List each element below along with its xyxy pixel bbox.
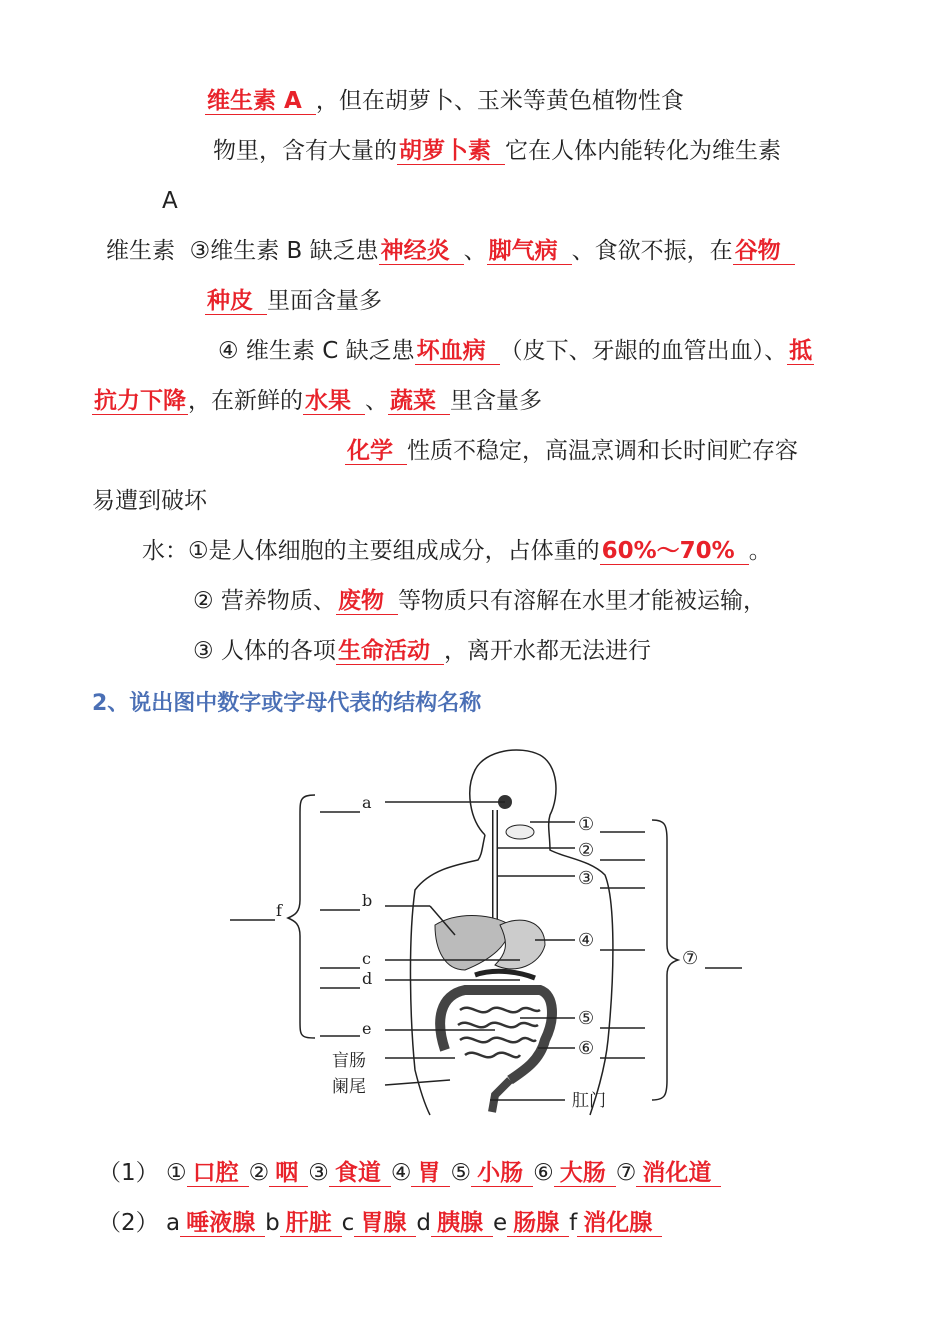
pancreas	[475, 971, 535, 978]
water-line-2	[193, 586, 766, 616]
answer-blank: 口腔	[187, 1160, 249, 1187]
label-5: ⑤	[578, 1008, 595, 1029]
label-b: b	[362, 891, 373, 910]
vitamin-c-line-4	[92, 486, 207, 516]
label-appendix: 阑尾	[332, 1077, 366, 1097]
left-brace	[288, 795, 315, 1038]
text: ，离开水都无法进行	[443, 638, 651, 664]
answer-number: e	[492, 1210, 508, 1236]
text: ④ 维生素 C 缺乏患	[218, 338, 415, 364]
answers-row-2	[98, 1208, 662, 1238]
row-prefix: （2）	[98, 1210, 159, 1236]
answer-number: a	[165, 1210, 181, 1236]
answer-blank: 消化腺	[577, 1210, 662, 1237]
answer-number: ②	[248, 1160, 270, 1186]
answers-row-1	[98, 1158, 721, 1188]
label-3: ③	[578, 868, 595, 889]
answer-blank: 水果	[303, 388, 365, 415]
answer-blank: 废物	[336, 588, 398, 615]
text: 里含量多	[450, 388, 542, 414]
digestive-system-diagram	[220, 740, 780, 1120]
text: ③维生素 B 缺乏患	[189, 238, 379, 264]
answer-number: ⑥	[533, 1160, 554, 1186]
small-intestine	[458, 1008, 540, 1058]
vitamin-b-line-1	[106, 236, 795, 266]
text: A	[162, 188, 178, 214]
label-7: ⑦	[682, 948, 699, 969]
answer-blank: 小肠	[471, 1160, 533, 1187]
water-line-3	[193, 636, 651, 666]
vitamin-a-line-2	[213, 136, 781, 166]
label-d: d	[362, 969, 373, 988]
answer-blank: 大肠	[554, 1160, 616, 1187]
text: ，在新鲜的	[188, 388, 303, 414]
answer-blank: 胡萝卜素	[397, 138, 505, 165]
mouth-cavity	[506, 825, 534, 839]
label-c: c	[362, 949, 371, 968]
answer-blank: 维生素 A	[205, 88, 316, 115]
answer-blank: 种皮	[205, 288, 267, 315]
text: 物里，含有大量的	[213, 138, 397, 164]
answer-blank: 脚气病	[487, 238, 572, 265]
section-heading: 2、说出图中数字或字母代表的结构名称	[92, 691, 482, 716]
vitamin-b-line-2	[205, 286, 382, 316]
right-brace	[652, 820, 678, 1100]
label-anus: 肛门	[572, 1091, 606, 1111]
answer-blank: 谷物	[733, 238, 795, 265]
vitamin-c-line-1	[218, 336, 814, 366]
label-a: a	[362, 793, 372, 812]
label-e: e	[362, 1019, 372, 1038]
answer-blank: 坏血病	[415, 338, 500, 365]
answer-number: ①	[165, 1160, 187, 1186]
text: 、食欲不振，在	[571, 238, 733, 264]
label-f: f	[276, 901, 282, 920]
answer-blank: 胰腺	[431, 1210, 493, 1237]
answer-blank: 神经炎	[379, 238, 464, 265]
text: ③ 人体的各项	[193, 638, 336, 664]
text: 水：①是人体细胞的主要组成成分，占体重的	[142, 538, 600, 564]
label-2: ②	[578, 840, 595, 861]
vitamin-c-line-3	[345, 436, 798, 466]
answer-blank: 胃腺	[354, 1210, 416, 1237]
label-1: ①	[578, 814, 595, 835]
answer-blank: 生命活动	[336, 638, 444, 665]
answer-number: ⑦	[615, 1160, 637, 1186]
text: （皮下、牙龈的血管出血）、	[499, 338, 788, 364]
answer-number: d	[416, 1210, 431, 1236]
answer-number: b	[265, 1210, 280, 1236]
text: 里面含量多	[267, 288, 382, 314]
vitamin-a-line-1	[205, 86, 684, 116]
water-line-1	[142, 536, 772, 566]
large-intestine	[440, 990, 552, 1080]
side-label: 维生素	[106, 238, 175, 264]
label-4: ④	[578, 930, 595, 951]
text: 它在人体内能转化为维生素	[505, 138, 781, 164]
answer-blank: 抗力下降	[94, 388, 186, 414]
vitamin-a-line-3	[162, 186, 178, 216]
label-6: ⑥	[578, 1038, 595, 1059]
row-prefix: （1）	[98, 1160, 159, 1186]
text: ，但在胡萝卜、玉米等黄色植物性食	[315, 88, 684, 114]
text: 等物质只有溶解在水里才能被运输，	[397, 588, 766, 614]
answer-blank: 60%～70%	[600, 538, 749, 565]
answer-blank: 肝脏	[280, 1210, 342, 1237]
answer-number: f	[569, 1210, 578, 1236]
text: ② 营养物质、	[193, 588, 336, 614]
rectum	[492, 1080, 510, 1112]
text: 。	[748, 538, 772, 564]
answer-number: ⑤	[450, 1160, 472, 1186]
answer-blank: 咽	[269, 1160, 308, 1187]
answer-number: ③	[308, 1160, 329, 1186]
answer-number: c	[341, 1210, 355, 1236]
answer-blank: 食道	[329, 1160, 391, 1187]
label-cecum: 盲肠	[332, 1051, 366, 1071]
answer-blank: 胃	[411, 1160, 450, 1187]
text: 、	[463, 238, 487, 264]
answer-blank: 唾液腺	[180, 1210, 265, 1237]
answer-blank: 肠腺	[507, 1210, 569, 1237]
answer-blank: 化学	[345, 438, 407, 465]
answer-number: ④	[390, 1160, 412, 1186]
text: 易遭到破坏	[92, 488, 207, 514]
answer-blank: 抵	[789, 338, 813, 364]
answer-blank: 消化道	[636, 1160, 721, 1187]
text: 、	[365, 388, 388, 414]
answer-blank: 蔬菜	[388, 388, 450, 415]
text: 性质不稳定，高温烹调和长时间贮存容	[407, 438, 798, 464]
vitamin-c-line-2	[92, 386, 542, 416]
